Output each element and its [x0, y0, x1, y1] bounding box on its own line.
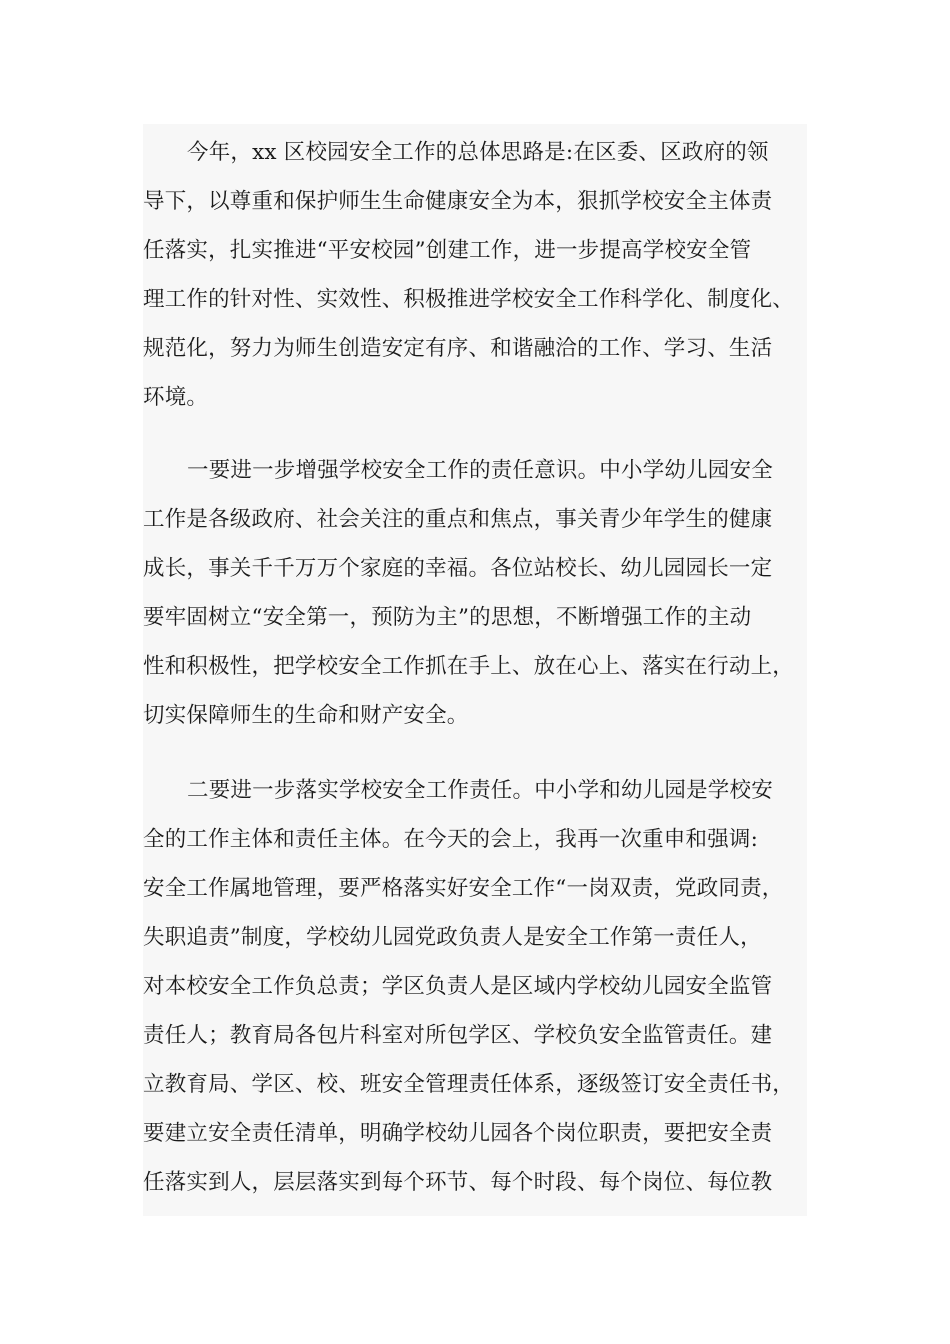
text-line: 安全工作属地管理，要严格落实好安全工作“一岗双责，党政同责， — [143, 876, 784, 901]
text-line: 要建立安全责任清单，明确学校幼儿园各个岗位职责，要把安全责 — [143, 1121, 773, 1146]
paragraph-2 — [143, 446, 807, 740]
text-line: 对本校安全工作负总责；学区负责人是区域内学校幼儿园安全监管 — [143, 974, 773, 999]
text-line: 性和积极性，把学校安全工作抓在手上、放在心上、落实在行动上， — [143, 654, 795, 679]
text-line: 环境。 — [143, 385, 209, 410]
text-line: 立教育局、学区、校、班安全管理责任体系，逐级签订安全责任书， — [143, 1072, 795, 1097]
paragraph-1 — [143, 128, 807, 422]
paragraph-3 — [143, 766, 807, 1207]
text-line: 一要进一步增强学校安全工作的责任意识。中小学幼儿园安全 — [187, 458, 773, 483]
body-text-block — [143, 124, 807, 1216]
text-line: 责任人；教育局各包片科室对所包学区、学校负安全监管责任。建 — [143, 1023, 773, 1048]
text-line: 二要进一步落实学校安全工作责任。中小学和幼儿园是学校安 — [187, 778, 773, 803]
text-line: 要牢固树立“安全第一，预防为主”的思想，不断增强工作的主动 — [143, 605, 752, 630]
text-line: 任落实到人，层层落实到每个环节、每个时段、每个岗位、每位教 — [143, 1170, 773, 1195]
text-line: 成长，事关千千万万个家庭的幸福。各位站校长、幼儿园园长一定 — [143, 556, 773, 581]
text-line: 理工作的针对性、实效性、积极推进学校安全工作科学化、制度化、 — [143, 287, 795, 312]
text-line: 导下，以尊重和保护师生生命健康安全为本，狠抓学校安全主体责 — [143, 189, 773, 214]
text-line: 规范化，努力为师生创造安定有序、和谐融洽的工作、学习、生活 — [143, 336, 773, 361]
text-line: 失职追责”制度，学校幼儿园党政负责人是安全工作第一责任人， — [143, 925, 762, 950]
text-line: 切实保障师生的生命和财产安全。 — [143, 703, 469, 728]
text-line: 工作是各级政府、社会关注的重点和焦点，事关青少年学生的健康 — [143, 507, 773, 532]
text-line: 今年，xx 区校园安全工作的总体思路是:在区委、区政府的领 — [187, 140, 769, 165]
text-line: 全的工作主体和责任主体。在今天的会上，我再一次重申和强调: — [143, 827, 759, 852]
text-line: 任落实，扎实推进“平安校园”创建工作，进一步提高学校安全管 — [143, 238, 752, 263]
